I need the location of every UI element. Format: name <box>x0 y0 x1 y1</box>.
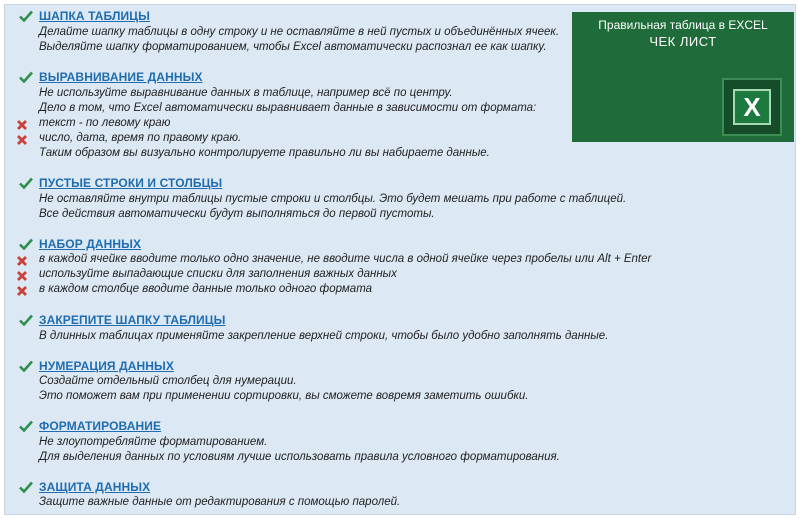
section-text-line: Делайте шапку таблицы в одну строку и не оставляйте в ней пустых и объединённых ячеек. <box>39 26 560 38</box>
section-text-line: в каждой ячейке вводите только одно значение, не вводите числа в одной ячейке через пробелы или Alt + Enter <box>39 253 652 265</box>
checkmark-icon <box>19 314 33 326</box>
section-header-alignment <box>19 70 203 84</box>
section-text-line: Не используйте выравнивание данных в таблице, например всё по центру. <box>39 87 453 99</box>
section-text-line: Для выделения данных по условиям лучше использовать правила условного форматирования. <box>39 451 560 463</box>
section-header-freeze-header <box>19 313 225 327</box>
section-text-line: Дело в том, что Excel автоматически выравнивает данные в зависимости от формата: <box>39 102 537 114</box>
checkmark-icon <box>19 420 33 432</box>
checkmark-icon <box>19 481 33 493</box>
section-text-line: Создайте отдельный столбец для нумерации. <box>39 375 297 387</box>
checklist-frame <box>4 4 796 515</box>
section-heading[interactable]: НАБОР ДАННЫХ <box>39 237 142 251</box>
section-header-table-header <box>19 9 150 23</box>
section-text-line: текст - по левому краю <box>39 117 171 129</box>
section-text-line: Выделяйте шапку форматированием, чтобы Excel автоматически распознал ее как шапку. <box>39 41 547 53</box>
section-text-line: Таким образом вы визуально контролируете правильно ли вы набираете данные. <box>39 147 490 159</box>
section-text-line: Защите важные данные от редактирования с помощью паролей. <box>39 496 401 508</box>
section-header-formatting <box>19 419 161 433</box>
panel-subtitle: ЧЕК ЛИСТ <box>649 34 717 49</box>
checkmark-icon <box>19 71 33 83</box>
section-header-numbering <box>19 359 174 373</box>
excel-logo-icon <box>722 78 782 136</box>
section-text-line: используйте выпадающие списки для заполнения важных данных <box>39 268 397 280</box>
section-text-line: Это поможет вам при применении сортировки, вы сможете вовремя заметить ошибки. <box>39 390 529 402</box>
title-panel <box>572 12 794 142</box>
cross-icon <box>16 255 28 267</box>
checkmark-icon <box>19 360 33 372</box>
cross-icon <box>16 285 28 297</box>
cross-icon <box>16 119 28 131</box>
section-heading[interactable]: ЗАКРЕПИТЕ ШАПКУ ТАБЛИЦЫ <box>39 313 226 327</box>
section-heading[interactable]: ПУСТЫЕ СТРОКИ И СТОЛБЦЫ <box>39 176 223 190</box>
section-text-line: Не оставляйте внутри таблицы пустые строки и столбцы. Это будет мешать при работе с таблицей. <box>39 193 627 205</box>
section-heading[interactable]: ШАПКА ТАБЛИЦЫ <box>39 9 150 23</box>
section-header-empty-rows <box>19 176 222 190</box>
section-heading[interactable]: ФОРМАТИРОВАНИЕ <box>39 419 162 433</box>
section-heading[interactable]: НУМЕРАЦИЯ ДАННЫХ <box>39 359 174 373</box>
section-text-line: число, дата, время по правому краю. <box>39 132 242 144</box>
section-text-line: Все действия автоматически будут выполняться до первой пустоты. <box>39 208 435 220</box>
excel-logo-letter: X <box>733 89 771 125</box>
section-text-line: В длинных таблицах применяйте закрепление верхней строки, чтобы было удобно заполнять данные. <box>39 330 609 342</box>
section-text-line: в каждом столбце вводите данные только одного формата <box>39 283 373 295</box>
checkmark-icon <box>19 10 33 22</box>
panel-title: Правильная таблица в EXCEL <box>598 18 768 32</box>
checkmark-icon <box>19 238 33 250</box>
cross-icon <box>16 134 28 146</box>
section-header-data-protection <box>19 480 150 494</box>
checkmark-icon <box>19 177 33 189</box>
section-text-line: Не злоупотребляйте форматированием. <box>39 436 268 448</box>
section-heading[interactable]: ВЫРАВНИВАНИЕ ДАННЫХ <box>39 70 203 84</box>
cross-icon <box>16 270 28 282</box>
section-heading[interactable]: ЗАЩИТА ДАННЫХ <box>39 480 151 494</box>
section-header-data-entry <box>19 237 141 251</box>
